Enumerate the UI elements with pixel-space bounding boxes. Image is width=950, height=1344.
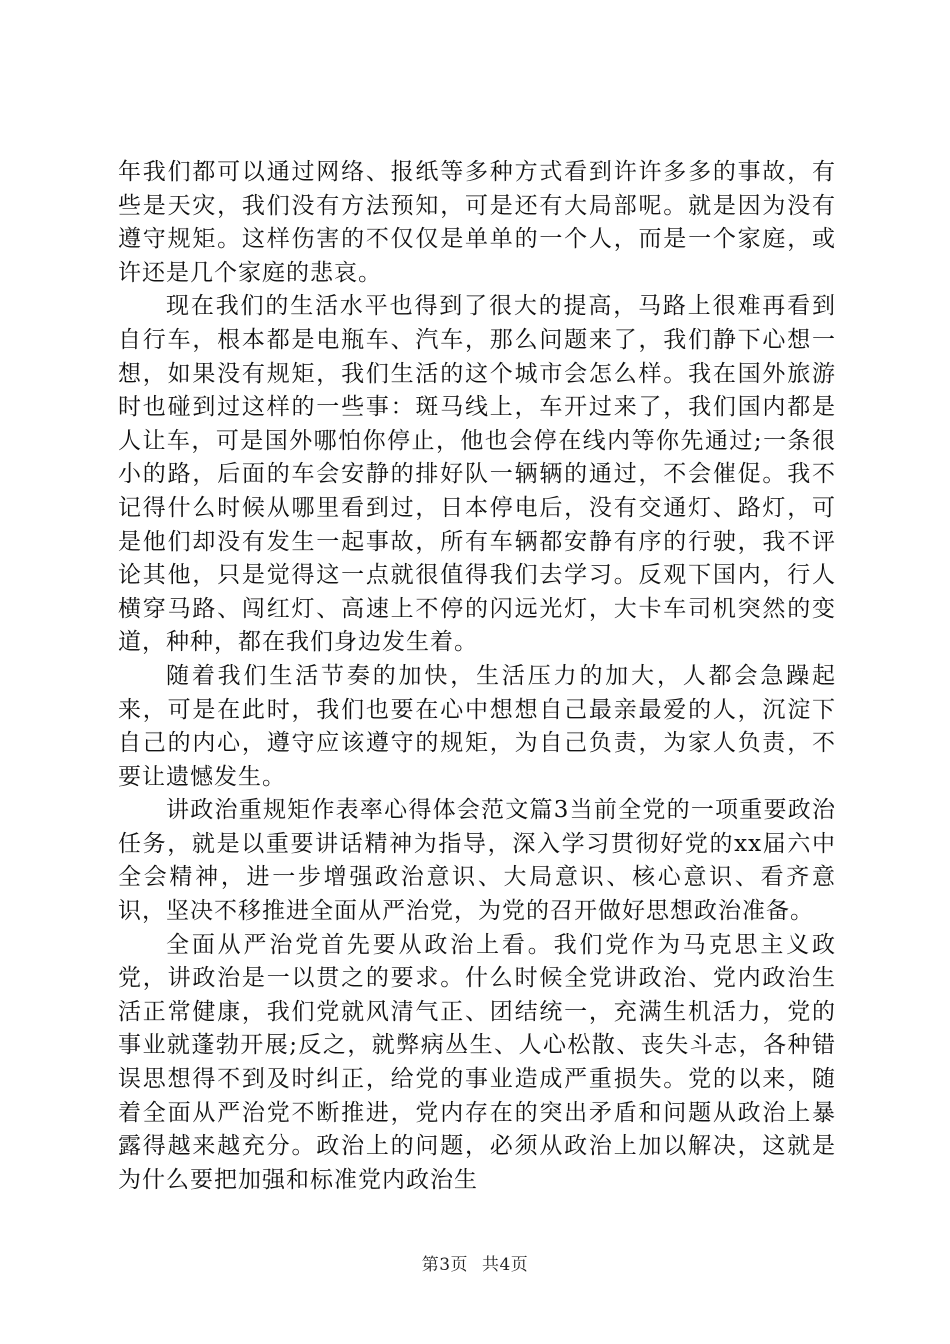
page-number: 第3页: [421, 1255, 469, 1275]
paragraph-1: 年我们都可以通过网络、报纸等多种方式看到许许多多的事故，有些是天灾，我们没有方法预知，可是还有大局部呢。就是因为没有遵守规矩。这样伤害的不仅仅是单单的一个人，而是一个家庭，或许还是几个家庭的悲哀。: [118, 159, 836, 286]
document-body: [118, 156, 836, 1197]
page-footer: [0, 1250, 950, 1275]
paragraph-3: 随着我们生活节奏的加快，生活压力的加大，人都会急躁起来，可是在此时，我们也要在心中想想自己最亲最爱的人，沉淀下自己的内心，遵守应该遵守的规矩，为自己负责，为家人负责，不要让遗憾发生。: [118, 662, 836, 790]
paragraph-4: 讲政治重规矩作表率心得体会范文篇3当前全党的一项重要政治任务，就是以重要讲话精神为指导，深入学习贯彻好党的xx届六中全会精神，进一步增强政治意识、大局意识、核心意识、看齐意识，坚决不移推进全面从严治党，为党的召开做好思想政治准备。: [118, 797, 836, 925]
total-pages: 共4页: [481, 1255, 529, 1275]
paragraph-5: 全面从严治党首先要从政治上看。我们党作为马克思主义政党，讲政治是一以贯之的要求。什么时候全党讲政治、党内政治生活正常健康，我们党就风清气正、团结统一，充满生机活力，党的事业就蓬勃开展;反之，就弊病丛生、人心松散、丧失斗志，各种错误思想得不到及时纠正，给党的事业造成严重损失。党的以来，随着全面从严治党不断推进，党内存在的突出矛盾和问题从政治上暴露得越来越充分。政治上的问题，必须从政治上加以解决，这就是为什么要把加强和标准党内政治生: [118, 931, 836, 1193]
paragraph-2: 现在我们的生活水平也得到了很大的提高，马路上很难再看到自行车，根本都是电瓶车、汽车，那么问题来了，我们静下心想一想，如果没有规矩，我们生活的这个城市会怎么样。我在国外旅游时也碰到过这样的一些事：斑马线上，车开过来了，我们国内都是人让车，可是国外哪怕你停止，他也会停在线内等你先通过;一条很小的路，后面的车会安静的排好队一辆辆的通过，不会催促。我不记得什么时候从哪里看到过，日本停电后，没有交通灯、路灯，可是他们却没有发生一起事故，所有车辆都安静有序的行驶，我不评论其他，只是觉得这一点就很值得我们去学习。反观下国内，行人横穿马路、闯红灯、高速上不停的闪远光灯，大卡车司机突然的变道，种种，都在我们身边发生着。: [118, 293, 836, 656]
